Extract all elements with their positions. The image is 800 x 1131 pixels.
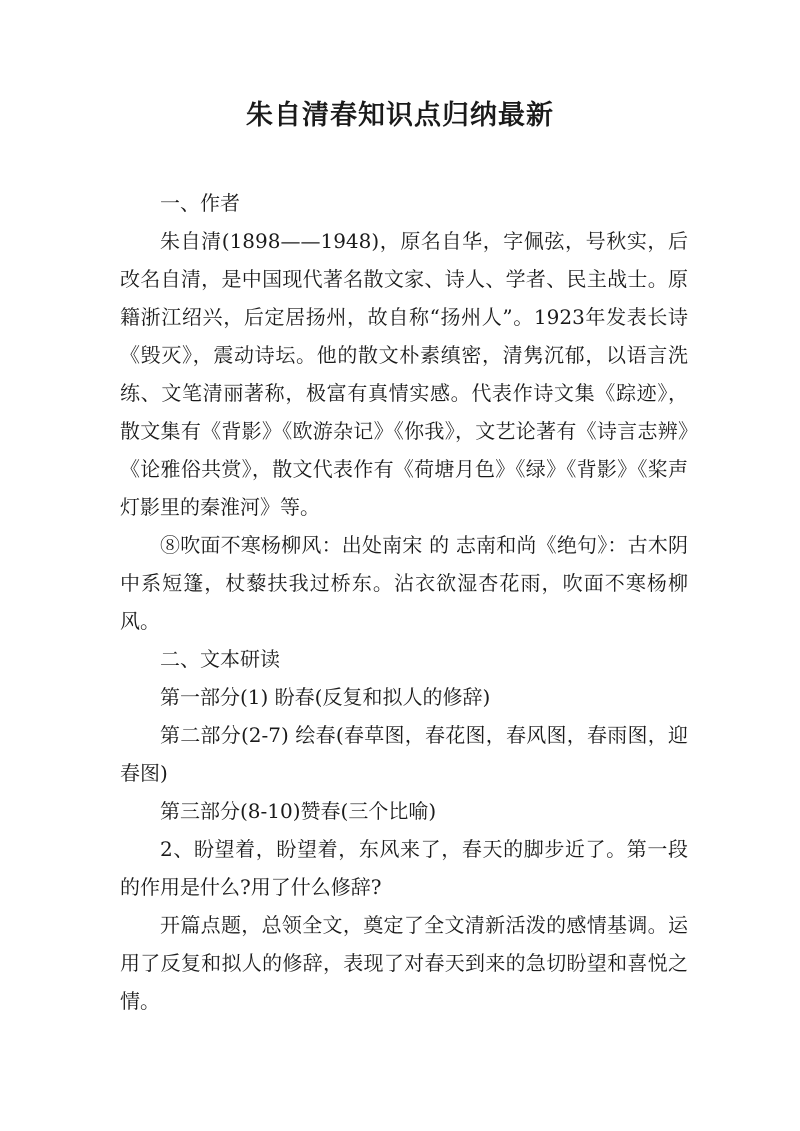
- paragraph-poem-source: ⑧吹面不寒杨柳风：出处南宋 的 志南和尚《绝句》：古木阴中系短篷，杖藜扶我过桥东。沾衣欲湿杏花雨，吹面不寒杨柳风。: [120, 533, 688, 633]
- paragraph-author-bio: 朱自清(1898——1948)，原名自华，字佩弦，号秋实，后改名自清，是中国现代著名散文家、诗人、学者、民主战士。原籍浙江绍兴，后定居扬州，故自称“扬州人”。1923年发表长诗《毁灭》，震动诗坛。他的散文朴素缜密，清隽沉郁，以语言洗练、文笔清丽著称，极富有真情实感。代表作诗文集《踪迹》，散文集有《背影》《欧游杂记》《你我》，文艺论著有《诗言志辨》《论雅俗共赏》，散文代表作有《荷塘月色》《绿》《背影》《桨声灯影里的秦淮河》等。: [120, 229, 688, 519]
- document-title: 朱自清春知识点归纳最新: [246, 100, 554, 131]
- section-heading-author: 一、作者: [160, 191, 240, 215]
- document-body: [120, 184, 688, 1020]
- paragraph-part-one: 第一部分(1) 盼春(反复和拟人的修辞): [160, 685, 491, 709]
- paragraph-part-three: 第三部分(8-10)赞春(三个比喻): [160, 799, 437, 823]
- paragraph-answer: 开篇点题，总领全文，奠定了全文清新活泼的感情基调。运用了反复和拟人的修辞，表现了对春天到来的急切盼望和喜悦之情。: [120, 913, 688, 1013]
- paragraph-question: 2、盼望着，盼望着，东风来了，春天的脚步近了。第一段的作用是什么?用了什么修辞?: [120, 837, 688, 899]
- section-heading-text-study: 二、文本研读: [160, 647, 280, 671]
- paragraph-part-two: 第二部分(2-7) 绘春(春草图，春花图，春风图，春雨图，迎春图): [120, 723, 688, 785]
